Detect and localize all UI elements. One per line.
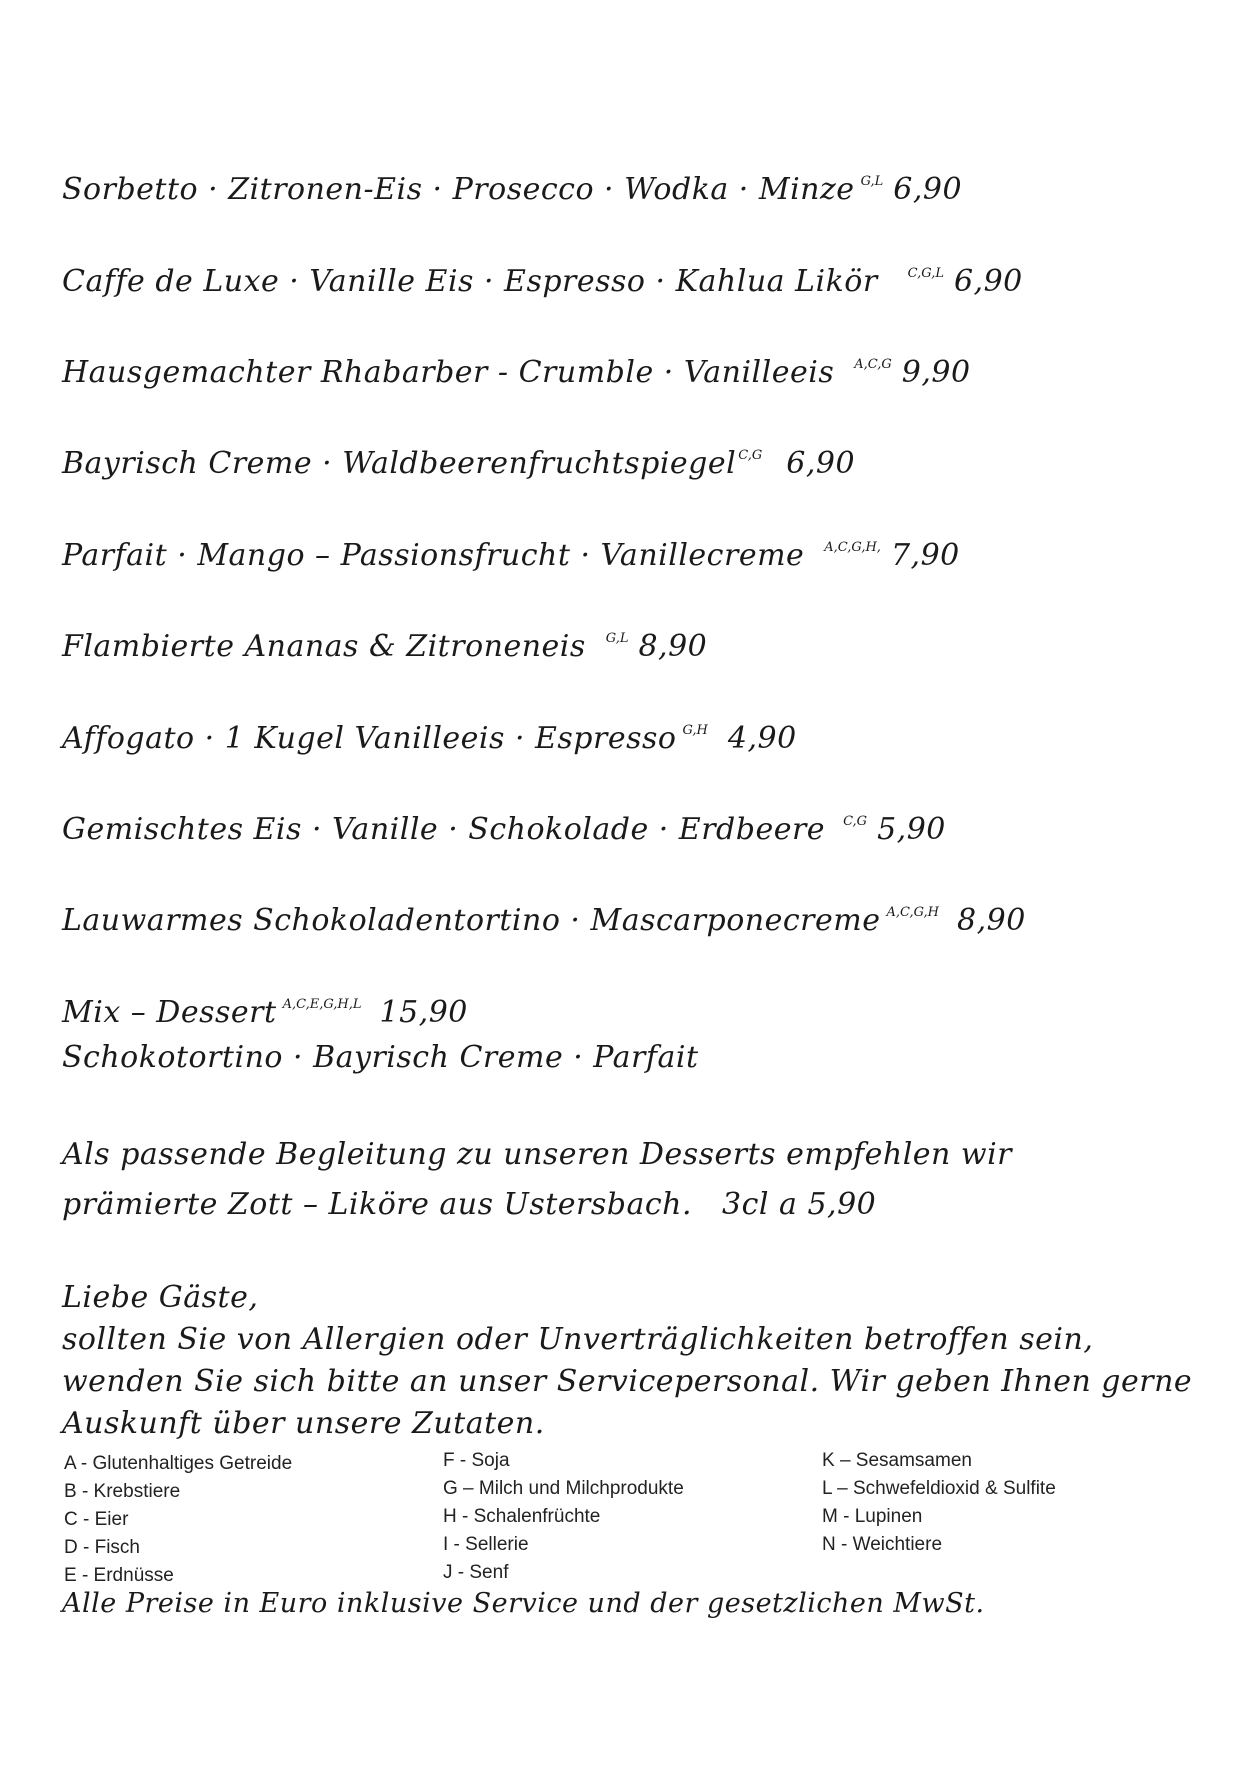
allergen-codes: C,G,L <box>907 266 944 281</box>
menu-item <box>62 721 797 756</box>
menu-item-price: 6,90 <box>953 264 1023 299</box>
allergen-legend-entry: E - Erdnüsse <box>64 1565 174 1586</box>
allergen-legend-column <box>64 1450 292 1590</box>
allergen-legend-entry: H - Schalenfrüchte <box>443 1506 601 1527</box>
notice-greeting: Liebe Gäste, <box>62 1280 259 1315</box>
allergen-legend-entry: B - Krebstiere <box>64 1481 181 1502</box>
menu-item <box>62 995 468 1030</box>
allergen-codes: C,G <box>843 814 868 829</box>
allergen-legend-entry: D - Fisch <box>64 1537 140 1558</box>
menu-item <box>62 812 946 847</box>
menu-item-name: Hausgemachter Rhabarber - Crumble · Vanilleeis <box>62 355 835 390</box>
allergen-legend-entry: L – Schwefeldioxid & Sulfite <box>822 1478 1056 1499</box>
menu-item-price: 6,90 <box>893 172 963 207</box>
notice-line: wenden Sie sich bitte an unser Servicepersonal. Wir geben Ihnen gerne <box>62 1364 1193 1399</box>
allergen-codes: A,C,G,H <box>886 905 939 920</box>
menu-item-name: Bayrisch Creme · Waldbeerenfruchtspiegel <box>62 446 737 481</box>
allergen-codes: A,C,E,G,H,L <box>282 997 362 1012</box>
allergen-codes: G,L <box>605 631 629 646</box>
allergen-codes: G,H <box>682 723 708 738</box>
recommendation-text: prämierte Zott – Liköre aus Ustersbach. <box>62 1187 693 1222</box>
menu-item <box>62 446 855 481</box>
menu-item-price: 8,90 <box>638 629 708 664</box>
menu-item-name: Flambierte Ananas & Zitroneneis <box>62 629 586 664</box>
menu-item-name: Affogato · 1 Kugel Vanilleeis · Espresso <box>62 721 677 756</box>
menu-item-name: Gemischtes Eis · Vanille · Schokolade · Erdbeere <box>62 812 826 847</box>
menu-item-price: 4,90 <box>727 721 797 756</box>
allergen-codes: C,G <box>738 448 763 463</box>
allergen-legend-entry: J - Senf <box>443 1562 509 1583</box>
allergen-legend-column <box>443 1447 684 1587</box>
allergen-codes: A,C,G <box>854 357 892 372</box>
menu-item-name: Lauwarmes Schokoladentortino · Mascarponecreme <box>62 903 881 938</box>
allergen-legend-entry: C - Eier <box>64 1509 129 1530</box>
menu-item-price: 15,90 <box>379 995 468 1030</box>
menu-item <box>62 172 962 207</box>
menu-item-price: 5,90 <box>877 812 946 847</box>
menu-item <box>62 903 1026 938</box>
menu-item <box>62 629 707 664</box>
recommendation-line <box>62 1187 876 1222</box>
allergen-legend-entry: I - Sellerie <box>443 1534 529 1555</box>
menu-item-name: Mix – Dessert <box>62 995 277 1030</box>
allergen-legend-entry: F - Soja <box>443 1450 510 1471</box>
menu-item <box>62 538 960 573</box>
allergen-codes: A,C,G,H, <box>824 540 881 555</box>
allergen-legend-column <box>822 1447 1056 1559</box>
menu-item-price: 9,90 <box>901 355 971 390</box>
price-footer: Alle Preise in Euro inklusive Service und der gesetzlichen MwSt. <box>62 1588 985 1619</box>
menu-item-price: 8,90 <box>957 903 1026 938</box>
allergen-legend-entry: M - Lupinen <box>822 1506 923 1527</box>
allergen-legend-entry: A - Glutenhaltiges Getreide <box>64 1453 293 1474</box>
menu-item-price: 7,90 <box>890 538 960 573</box>
menu-item-name: Parfait · Mango – Passionsfrucht · Vanillecreme <box>62 538 805 573</box>
allergen-legend-entry: G – Milch und Milchprodukte <box>443 1478 684 1499</box>
menu-item-price: 6,90 <box>786 446 856 481</box>
liqueur-price: 3cl a 5,90 <box>722 1187 877 1222</box>
menu-item <box>62 355 971 390</box>
notice-line: sollten Sie von Allergien oder Unverträglichkeiten betroffen sein, <box>62 1322 1094 1357</box>
allergen-codes: G,L <box>860 174 884 189</box>
recommendation-line: Als passende Begleitung zu unseren Desserts empfehlen wir <box>62 1137 1013 1172</box>
menu-item-name: Sorbetto · Zitronen-Eis · Prosecco · Wodka · Minze <box>62 172 855 207</box>
mix-dessert-subline: Schokotortino · Bayrisch Creme · Parfait <box>62 1040 699 1075</box>
notice-line: Auskunft über unsere Zutaten. <box>62 1406 545 1441</box>
allergen-legend-entry: N - Weichtiere <box>822 1534 943 1555</box>
menu-item-name: Caffe de Luxe · Vanille Eis · Espresso · Kahlua Likör <box>62 264 878 299</box>
menu-item <box>62 264 1023 299</box>
allergen-legend-entry: K – Sesamsamen <box>822 1450 972 1471</box>
